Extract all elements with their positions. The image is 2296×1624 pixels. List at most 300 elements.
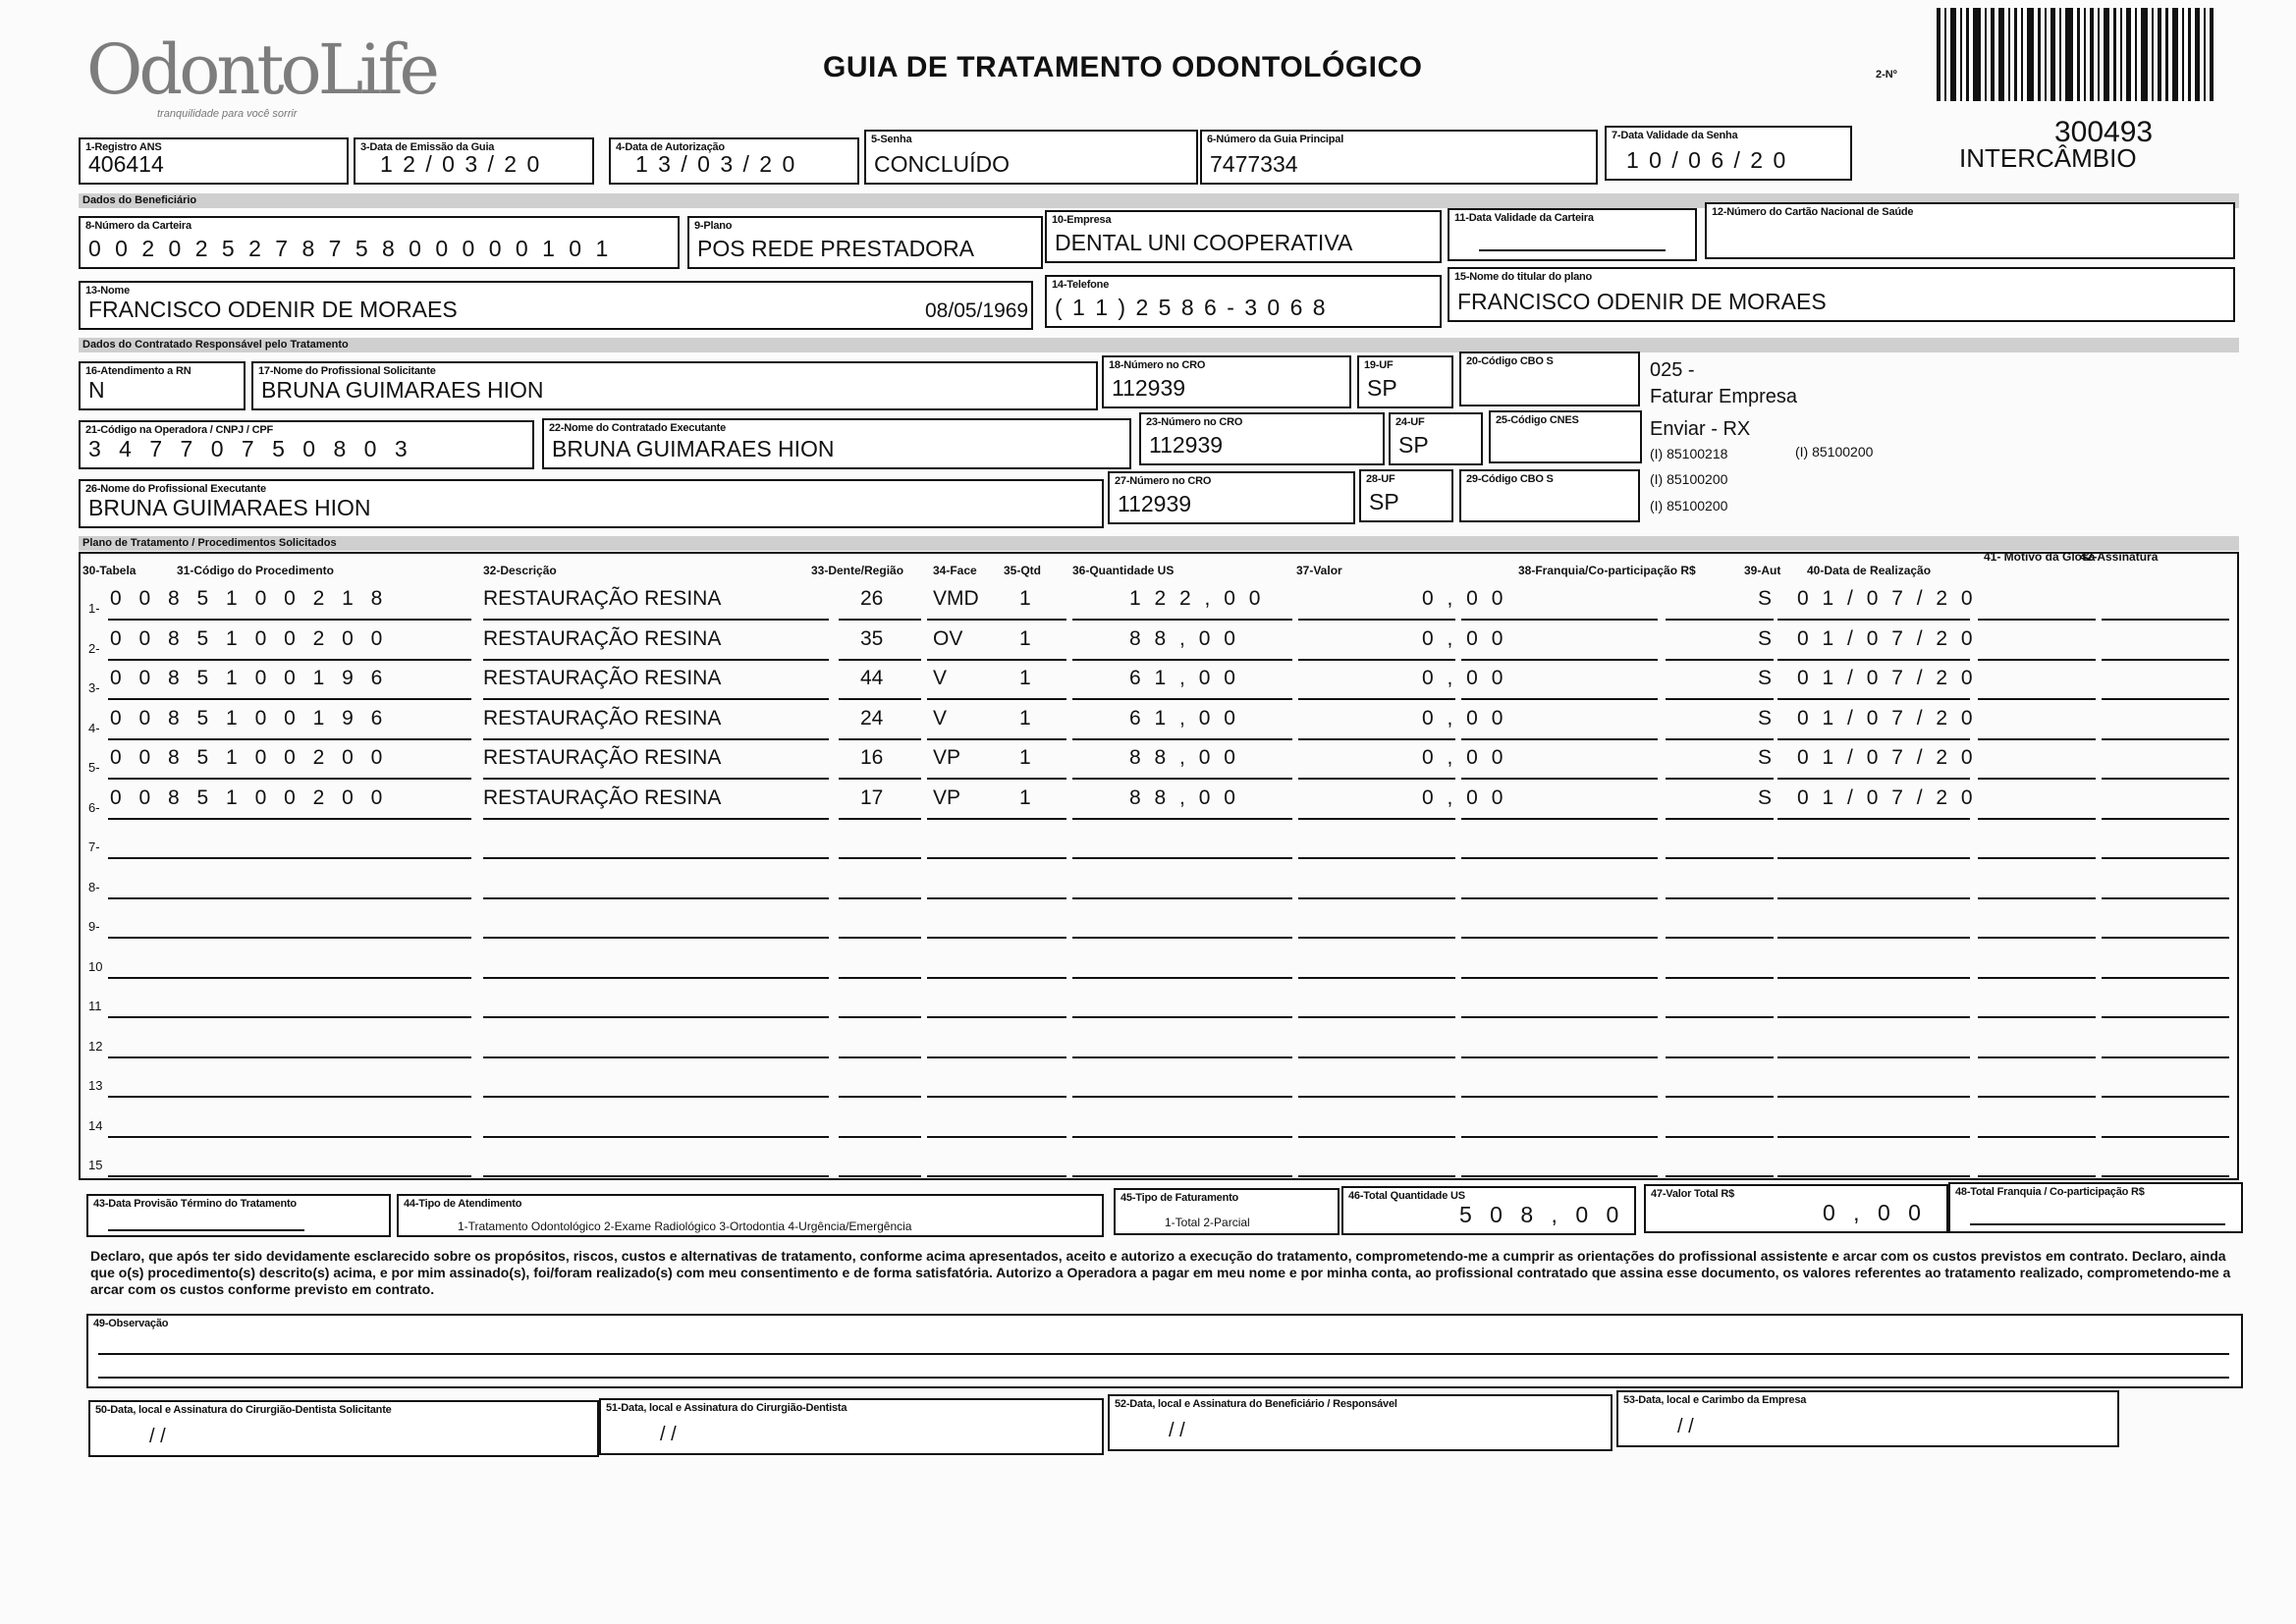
field-value: SP	[1369, 489, 1399, 514]
field-valor-total[interactable]	[1644, 1184, 1948, 1233]
column-header: 35-Qtd	[1004, 564, 1042, 577]
entry-line	[2102, 738, 2229, 740]
entry-line	[1072, 977, 1292, 979]
field-cbo-executante[interactable]	[1459, 469, 1640, 522]
column-header: 41- Motivo da Glosa	[1984, 550, 2096, 564]
entry-line	[1002, 1016, 1066, 1018]
field-label: 20-Código CBO S	[1466, 355, 1554, 367]
procedure-code: 0 0 8 5 1 0 0 2 0 0	[110, 626, 389, 650]
field-label: 9-Plano	[694, 220, 733, 232]
entry-line	[2102, 619, 2229, 621]
entry-line	[1072, 1016, 1292, 1018]
entry-line	[1777, 977, 1970, 979]
date-separator: / /	[660, 1424, 677, 1445]
column-header: 37-Valor	[1296, 564, 1342, 577]
entry-line	[1298, 818, 1455, 820]
entry-line	[1978, 818, 2096, 820]
field-nome[interactable]	[79, 281, 1033, 330]
franchise-value: 0 , 0 0	[1422, 626, 1507, 650]
field-total-franquia[interactable]	[1948, 1182, 2243, 1233]
note-line5: (I) 85100200	[1650, 471, 1728, 487]
entry-line	[1461, 778, 1658, 780]
realization-date: 0 1 / 0 7 / 2 0	[1797, 587, 1977, 610]
quantity-us: 8 8 , 0 0	[1129, 785, 1239, 809]
entry-line	[2102, 1136, 2229, 1138]
field-uf-solicitante[interactable]	[1357, 355, 1453, 408]
field-codigo-operadora[interactable]	[79, 420, 534, 469]
entry-line	[1072, 778, 1292, 780]
barcode	[1937, 8, 2231, 101]
row-number: 8-	[88, 879, 100, 894]
entry-line	[1461, 897, 1658, 899]
birth-date: 08/05/1969	[925, 299, 1029, 322]
field-value: FRANCISCO ODENIR DE MORAES	[88, 297, 458, 322]
field-label: 27-Número no CRO	[1115, 475, 1212, 487]
entry-line	[108, 977, 177, 979]
entry-line	[1002, 977, 1066, 979]
entry-line	[1072, 738, 1292, 740]
entry-line	[1666, 698, 1774, 700]
entry-line	[108, 1016, 177, 1018]
field-tipo-faturamento[interactable]	[1114, 1188, 1339, 1235]
column-header: 39-Aut	[1744, 564, 1781, 577]
note-line1: 025 -	[1650, 359, 1695, 381]
entry-line	[108, 659, 177, 661]
field-value: SP	[1398, 432, 1429, 458]
odontolife-logo: OdontoLife	[86, 29, 436, 110]
entry-line	[177, 818, 471, 820]
entry-line	[483, 937, 829, 939]
entry-line	[1666, 1016, 1774, 1018]
field-observacao[interactable]	[86, 1314, 2243, 1388]
logo-tagline: tranquilidade para você sorrir	[157, 108, 298, 120]
entry-line	[483, 698, 829, 700]
field-label: 16-Atendimento a RN	[85, 365, 191, 377]
field-numero-carteira[interactable]	[79, 216, 680, 269]
entry-line	[1666, 857, 1774, 859]
field-data-provisao[interactable]	[86, 1194, 391, 1237]
procedure-code: 0 0 8 5 1 0 0 1 9 6	[110, 667, 389, 689]
entry-line	[1298, 937, 1455, 939]
field-value: DENTAL UNI COOPERATIVA	[1055, 230, 1353, 255]
column-header: 36-Quantidade US	[1072, 564, 1175, 577]
entry-line	[1298, 1056, 1455, 1058]
field-validade-senha[interactable]	[1605, 126, 1852, 181]
field-label: 29-Código CBO S	[1466, 473, 1554, 485]
field-label: 13-Nome	[85, 285, 131, 297]
franchise-value: 0 , 0 0	[1422, 667, 1507, 689]
field-value: 112939	[1112, 375, 1186, 401]
entry-line	[839, 698, 921, 700]
note-line3: Enviar - RX	[1650, 418, 1751, 440]
entry-line	[1002, 778, 1066, 780]
tooth-region: 35	[860, 626, 884, 650]
column-header: 30-Tabela	[82, 564, 137, 577]
realization-date: 0 1 / 0 7 / 2 0	[1797, 785, 1977, 809]
section-plano: Plano de Tratamento / Procedimentos Solicitados	[79, 536, 2239, 551]
realization-date: 0 1 / 0 7 / 2 0	[1797, 746, 1977, 769]
row-number: 12	[88, 1038, 103, 1054]
field-label: 1-Registro ANS	[85, 141, 162, 153]
entry-line	[1072, 897, 1292, 899]
entry-line	[1666, 1096, 1774, 1098]
procedure-code: 0 0 8 5 1 0 0 2 1 8	[110, 587, 389, 610]
field-validade-carteira[interactable]	[1448, 208, 1697, 261]
field-label: 51-Data, local e Assinatura do Cirurgião-Dentista	[606, 1402, 847, 1414]
field-cartao-nacional[interactable]	[1705, 202, 2235, 259]
franchise-value: 0 , 0 0	[1422, 706, 1507, 730]
date-line	[1479, 249, 1666, 251]
observation-line	[98, 1377, 2229, 1379]
franchise-value: 0 , 0 0	[1422, 587, 1507, 610]
field-telefone[interactable]	[1045, 275, 1442, 328]
tooth-face: VP	[933, 785, 961, 809]
authorization: S	[1758, 587, 1773, 610]
field-label: 14-Telefone	[1052, 279, 1110, 291]
entry-line	[108, 619, 177, 621]
entry-line	[1666, 1056, 1774, 1058]
entry-line	[177, 897, 471, 899]
field-label: 17-Nome do Profissional Solicitante	[258, 365, 436, 377]
field-value: 5 0 8 , 0 0	[1459, 1202, 1625, 1227]
field-contratado-executante[interactable]	[542, 418, 1131, 469]
quantity: 1	[1019, 706, 1031, 730]
entry-line	[177, 698, 471, 700]
entry-line	[1978, 1175, 2096, 1177]
field-value: 7477334	[1210, 151, 1298, 177]
entry-line	[1978, 937, 2096, 939]
tooth-face: V	[933, 667, 948, 689]
field-plano[interactable]	[687, 216, 1043, 269]
entry-line	[1461, 738, 1658, 740]
field-value: BRUNA GUIMARAES HION	[88, 495, 371, 520]
entry-line	[177, 857, 471, 859]
entry-line	[483, 1056, 829, 1058]
entry-line	[108, 698, 177, 700]
field-titular[interactable]	[1448, 267, 2235, 322]
field-label: 21-Código na Operadora / CNPJ / CPF	[85, 424, 274, 436]
field-assinatura-dentista[interactable]	[599, 1398, 1104, 1455]
entry-line	[1072, 1136, 1292, 1138]
entry-line	[1777, 738, 1970, 740]
entry-line	[1461, 937, 1658, 939]
column-header: 33-Dente/Região	[811, 564, 904, 577]
tooth-face: V	[933, 706, 948, 730]
entry-line	[177, 1096, 471, 1098]
field-label: 10-Empresa	[1052, 214, 1112, 226]
field-label: 7-Data Validade da Senha	[1612, 130, 1738, 141]
procedure-code: 0 0 8 5 1 0 0 2 0 0	[110, 746, 389, 769]
row-number: 2-	[88, 640, 100, 656]
entry-line	[2102, 857, 2229, 859]
entry-line	[1978, 897, 2096, 899]
entry-line	[1298, 857, 1455, 859]
observation-line	[98, 1353, 2229, 1355]
field-registro-ans[interactable]	[79, 137, 349, 185]
entry-line	[1777, 897, 1970, 899]
authorization: S	[1758, 785, 1773, 809]
entry-line	[839, 1136, 921, 1138]
entry-line	[1002, 818, 1066, 820]
entry-line	[1777, 1056, 1970, 1058]
amount-line	[1970, 1223, 2225, 1225]
field-empresa[interactable]	[1045, 210, 1442, 263]
entry-line	[1072, 619, 1292, 621]
field-assinatura-solicitante[interactable]	[88, 1400, 599, 1457]
field-data-emissao[interactable]	[354, 137, 594, 185]
entry-line	[1461, 1175, 1658, 1177]
row-number: 14	[88, 1117, 103, 1133]
entry-line	[1777, 1016, 1970, 1018]
entry-line	[108, 857, 177, 859]
entry-line	[1666, 977, 1774, 979]
entry-line	[483, 818, 829, 820]
entry-line	[177, 977, 471, 979]
entry-line	[2102, 818, 2229, 820]
authorization: S	[1758, 667, 1773, 689]
field-carimbo-empresa[interactable]	[1616, 1390, 2119, 1447]
date-separator: / /	[149, 1426, 166, 1447]
guide-type: INTERCÂMBIO	[1959, 143, 2137, 173]
entry-line	[177, 778, 471, 780]
entry-line	[839, 738, 921, 740]
field-cro-executante[interactable]	[1108, 471, 1355, 524]
field-atendimento-rn[interactable]	[79, 361, 246, 410]
entry-line	[483, 1136, 829, 1138]
quantity: 1	[1019, 667, 1031, 689]
entry-line	[1777, 1096, 1970, 1098]
field-uf-contratado[interactable]	[1389, 412, 1483, 465]
entry-line	[839, 1016, 921, 1018]
section-beneficiario: Dados do Beneficiário	[79, 193, 2239, 208]
field-label: 19-UF	[1364, 359, 1394, 371]
field-data-autorizacao[interactable]	[609, 137, 859, 185]
entry-line	[1777, 698, 1970, 700]
entry-line	[108, 937, 177, 939]
tooth-face: VMD	[933, 587, 979, 610]
procedure-description: RESTAURAÇÃO RESINA	[483, 667, 722, 689]
entry-line	[177, 1175, 471, 1177]
field-cro-solicitante[interactable]	[1102, 355, 1351, 408]
entry-line	[1978, 659, 2096, 661]
entry-line	[1002, 897, 1066, 899]
entry-line	[1777, 1136, 1970, 1138]
entry-line	[108, 738, 177, 740]
quantity: 1	[1019, 626, 1031, 650]
entry-line	[1072, 1096, 1292, 1098]
entry-line	[2102, 1016, 2229, 1018]
procedure-code: 0 0 8 5 1 0 0 2 0 0	[110, 785, 389, 809]
field-label: 52-Data, local e Assinatura do Beneficiário / Responsável	[1115, 1398, 1397, 1410]
field-label: 43-Data Provisão Término do Tratamento	[93, 1198, 297, 1210]
field-value: 1 3 / 0 3 / 2 0	[635, 151, 797, 177]
field-label: 15-Nome do titular do plano	[1454, 271, 1593, 283]
row-number: 13	[88, 1078, 103, 1093]
entry-line	[1978, 857, 2096, 859]
field-assinatura-beneficiario[interactable]	[1108, 1394, 1613, 1451]
entry-line	[1002, 1136, 1066, 1138]
page-title: GUIA DE TRATAMENTO ODONTOLÓGICO	[823, 51, 1423, 83]
declaration-text: Declaro, que após ter sido devidamente esclarecido sobre os propósitos, riscos, custos e alternativas de tratamento, conforme acima apresentados, aceito e autorizo a execução do tratamento, comprometendo-me a cumprir as orientações do profissional assistente e arcar com os custos previstos em contrato. Declaro, ainda que o(s) procedimento(s) descrito(s) acima, e por mim assinado(s), foi/foram realizado(s) com meu consentimento e de forma satisfatória. Autorizo a Operadora a pagar em meu nome e por minha conta, ao profissional contratado que assina esse documento, os valores referentes ao tratamento realizado, comprometendo-me a arcar com os custos conforme previsto em contrato.	[90, 1248, 2231, 1297]
field-label: 12-Número do Cartão Nacional de Saúde	[1712, 206, 1914, 218]
entry-line	[839, 857, 921, 859]
column-header: 31-Código do Procedimento	[177, 564, 335, 577]
date-separator: / /	[1677, 1416, 1694, 1437]
entry-line	[2102, 977, 2229, 979]
section-contratado: Dados do Contratado Responsável pelo Tratamento	[79, 338, 2239, 352]
entry-line	[483, 857, 829, 859]
entry-line	[1666, 897, 1774, 899]
authorization: S	[1758, 706, 1773, 730]
procedure-description: RESTAURAÇÃO RESINA	[483, 587, 722, 610]
entry-line	[1298, 738, 1455, 740]
field-tipo-atendimento[interactable]	[397, 1194, 1104, 1237]
field-value: SP	[1367, 375, 1397, 401]
row-number: 5-	[88, 760, 100, 775]
authorization: S	[1758, 626, 1773, 650]
entry-line	[839, 1175, 921, 1177]
entry-line	[1461, 1136, 1658, 1138]
franchise-value: 0 , 0 0	[1422, 785, 1507, 809]
tooth-region: 26	[860, 587, 884, 610]
field-label: 45-Tipo de Faturamento	[1121, 1192, 1239, 1204]
entry-line	[2102, 698, 2229, 700]
field-cro-contratado[interactable]	[1139, 412, 1385, 465]
entry-line	[1461, 857, 1658, 859]
field-value: 112939	[1149, 432, 1224, 458]
entry-line	[1461, 818, 1658, 820]
entry-line	[1298, 1096, 1455, 1098]
entry-line	[2102, 1096, 2229, 1098]
field-label: 44-Tipo de Atendimento	[404, 1198, 522, 1210]
entry-line	[108, 818, 177, 820]
entry-line	[2102, 778, 2229, 780]
franchise-value: 0 , 0 0	[1422, 746, 1507, 769]
entry-line	[177, 1016, 471, 1018]
entry-line	[1002, 857, 1066, 859]
entry-line	[1777, 1175, 1970, 1177]
field-label: 6-Número da Guia Principal	[1207, 134, 1344, 145]
entry-line	[483, 1096, 829, 1098]
field-value: POS REDE PRESTADORA	[697, 236, 975, 261]
tooth-region: 17	[860, 785, 884, 809]
field-value: 0 , 0 0	[1823, 1200, 1927, 1225]
entry-line	[2102, 937, 2229, 939]
entry-line	[483, 897, 829, 899]
entry-line	[839, 897, 921, 899]
procedure-code: 0 0 8 5 1 0 0 1 9 6	[110, 706, 389, 730]
entry-line	[108, 1136, 177, 1138]
entry-line	[2102, 659, 2229, 661]
entry-line	[2102, 1175, 2229, 1177]
entry-line	[1298, 977, 1455, 979]
entry-line	[1777, 778, 1970, 780]
field-guia-principal[interactable]	[1200, 130, 1598, 185]
entry-line	[1461, 1016, 1658, 1018]
entry-line	[1978, 977, 2096, 979]
entry-line	[1072, 698, 1292, 700]
field-value: N	[88, 377, 105, 403]
row-number: 9-	[88, 919, 100, 934]
date-separator: / /	[1169, 1420, 1185, 1441]
column-header: 34-Face	[933, 564, 977, 577]
entry-line	[1777, 619, 1970, 621]
field-label: 25-Código CNES	[1496, 414, 1579, 426]
entry-line	[839, 778, 921, 780]
row-number: 4-	[88, 720, 100, 735]
entry-line	[1298, 698, 1455, 700]
date-line	[108, 1229, 304, 1231]
entry-line	[1002, 659, 1066, 661]
entry-line	[1298, 1136, 1455, 1138]
field-value: 112939	[1118, 491, 1192, 516]
entry-line	[1002, 937, 1066, 939]
field-label: 53-Data, local e Carimbo da Empresa	[1623, 1394, 1807, 1406]
entry-line	[1978, 1096, 2096, 1098]
field-senha[interactable]	[864, 130, 1198, 185]
field-cnes[interactable]	[1489, 410, 1642, 463]
entry-line	[483, 1016, 829, 1018]
entry-line	[177, 937, 471, 939]
guide-number: 300493	[2054, 116, 2154, 148]
entry-line	[1072, 937, 1292, 939]
entry-line	[839, 619, 921, 621]
quantity-us: 8 8 , 0 0	[1129, 626, 1239, 650]
entry-line	[1002, 1096, 1066, 1098]
quantity: 1	[1019, 746, 1031, 769]
entry-line	[483, 738, 829, 740]
authorization: S	[1758, 746, 1773, 769]
entry-line	[108, 1096, 177, 1098]
entry-line	[177, 619, 471, 621]
field-label: 26-Nome do Profissional Executante	[85, 483, 266, 495]
entry-line	[1978, 778, 2096, 780]
entry-line	[2102, 1056, 2229, 1058]
field-value: 1 2 / 0 3 / 2 0	[380, 151, 542, 177]
entry-line	[1002, 619, 1066, 621]
field-label: 18-Número no CRO	[1109, 359, 1206, 371]
entry-line	[108, 1175, 177, 1177]
row-number: 3-	[88, 680, 100, 695]
entry-line	[1072, 1056, 1292, 1058]
realization-date: 0 1 / 0 7 / 2 0	[1797, 706, 1977, 730]
entry-line	[1298, 659, 1455, 661]
quantity: 1	[1019, 587, 1031, 610]
realization-date: 0 1 / 0 7 / 2 0	[1797, 667, 1977, 689]
entry-line	[1002, 1175, 1066, 1177]
field-uf-executante[interactable]	[1359, 469, 1453, 522]
entry-line	[1666, 738, 1774, 740]
field-value: 0 0 2 0 2 5 2 7 8 7 5 8 0 0 0 0 0 1 0 1	[88, 236, 613, 261]
entry-line	[1978, 619, 2096, 621]
realization-date: 0 1 / 0 7 / 2 0	[1797, 626, 1977, 650]
quantity-us: 6 1 , 0 0	[1129, 706, 1239, 730]
field-cbo-solicitante[interactable]	[1459, 352, 1640, 406]
field-value: 406414	[88, 151, 164, 177]
note-line2: Faturar Empresa	[1650, 386, 1798, 407]
entry-line	[1978, 1136, 2096, 1138]
field-profissional-executante[interactable]	[79, 479, 1104, 528]
field-total-us[interactable]	[1341, 1186, 1636, 1235]
field-value: FRANCISCO ODENIR DE MORAES	[1457, 289, 1827, 314]
field-profissional-solicitante[interactable]	[251, 361, 1098, 410]
entry-line	[1777, 937, 1970, 939]
entry-line	[483, 977, 829, 979]
tipo-faturamento-options: 1-Total 2-Parcial	[1165, 1216, 1250, 1229]
entry-line	[839, 1096, 921, 1098]
entry-line	[1298, 778, 1455, 780]
note-line4b: (I) 85100200	[1795, 444, 1874, 460]
